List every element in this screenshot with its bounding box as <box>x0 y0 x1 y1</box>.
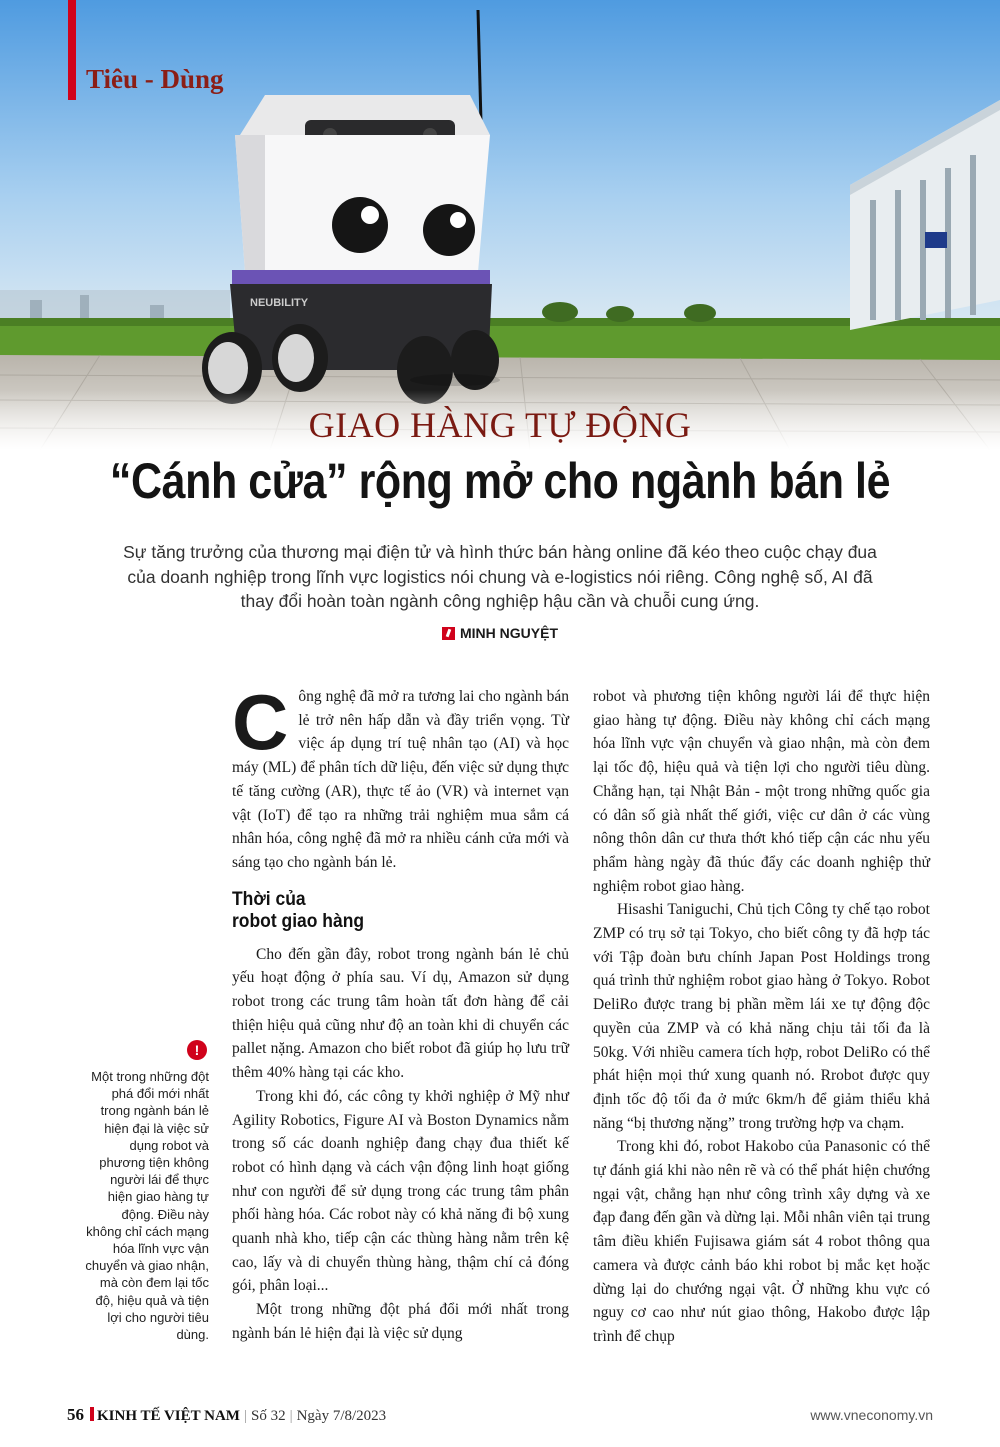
subheading-line-1: Thời của <box>232 888 306 910</box>
subheading <box>232 889 542 933</box>
paragraph: robot và phương tiện không người lái để thực hiện giao hàng tự động. Điều này không chỉ cách mạng hóa lĩnh vực vận chuyển và giao nhận, mà còn đem lại tốc độ, hiệu quả và tiện lợi cho người tiêu dùng. Chẳng hạn, tại Nhật Bản - một trong những quốc gia có dân số già nhất thế giới, việc cư dân ở các vùng nông thôn dân cư thưa thớt khó tiếp cận các nhu yếu phẩm hàng ngày đã thúc đẩy các doanh nghiệp thử nghiệm robot giao hàng. <box>593 688 930 895</box>
footer-accent-bar <box>90 1407 94 1421</box>
drop-cap: C <box>232 678 289 766</box>
article-headline: “Cánh cửa” rộng mở cho ngành bán lẻ <box>109 453 891 509</box>
section-accent-bar <box>68 0 76 100</box>
paragraph: Trong khi đó, robot Hakobo của Panasonic có thể tự đánh giá khi nào nên rẽ và có thể phát hiện chướng ngại vật, chẳng hạn như công trình xây dựng và xe đạp đang đến gần và dừng lại. Mỗi nhân viên tại trung tâm điều khiển Fujisawa giám sát 4 robot thông qua camera và được cảnh báo khi robot bị mắc kẹt hoặc dừng lại do chướng ngại vật. Ở những khu vực có nguy cơ cao như nút giao thông, Hakobo được lập trình để chụp <box>593 1138 930 1345</box>
paragraph: Hisashi Taniguchi, Chủ tịch Công ty chế tạo robot ZMP có trụ sở tại Tokyo, cho biết công ty đã hợp tác với Tập đoàn bưu chính Japan Post Holdings trong quá trình thử nghiệm robot giao hàng ở Tokyo. Robot DeliRo được trang bị phần mềm lái xe tự động độc quyền của ZMP và có khả năng chịu tải tối đa là 50kg. Với nhiều camera tích hợp, robot DeliRo có thể phát hiện mọi thứ xung quanh nó. Rrobot được quy định tốc độ tối đa ở mức 6km/h để giảm thiểu khả năng “bị thương nặng” trong trường hợp va chạm. <box>593 901 930 1132</box>
byline <box>0 625 1000 641</box>
page-footer <box>67 1405 933 1425</box>
website-link[interactable]: www.vneconomy.vn <box>810 1407 933 1423</box>
sidebar-quote <box>85 1038 209 1343</box>
paragraph: Trong khi đó, các công ty khởi nghiệp ở Mỹ như Agility Robotics, Figure AI và Boston Dynamics nằm trong số các doanh nghiệp đang chạy đua thiết kế robot có hình dạng và cách vận động linh hoạt giống như con người để sử dụng trong các trung tâm phân phối hàng hóa. Các robot này có khả năng đi bộ xung quanh nhà kho, tiếp cận các thùng hàng nằm trên kệ cao, lấy và di chuyển thùng hàng, thậm chí cả đóng gói, phân loại... <box>232 1087 569 1295</box>
sidebar-quote-text: Một trong những đột phá đổi mới nhất trong ngành bán lẻ hiện đại là việc sử dụng robot và phương tiện không người lái để thực hiện giao hàng tự động. Điều này không chỉ cách mạng hóa lĩnh vực vận chuyển và giao nhận, mà còn đem lại tốc độ, hiệu quả và tiện lợi cho người tiêu dùng. <box>85 1069 209 1343</box>
article-column-2 <box>593 685 930 1349</box>
paragraph-intro <box>232 678 569 875</box>
article-lead: Sự tăng trưởng của thương mại điện tử và hình thức bán hàng online đã kéo theo cuộc chạy đua của doanh nghiệp trong lĩnh vực logistics nói chung và e-logistics nói riêng. Công nghệ số, AI đã thay đổi hoàn toàn ngành công nghiệp hậu cần và chuỗi cung ứng. <box>123 542 877 611</box>
author-name: MINH NGUYỆT <box>460 625 558 641</box>
footer-divider: | <box>289 1408 293 1424</box>
subheading-line-2: robot giao hàng <box>232 910 365 932</box>
issue-date: Ngày 7/8/2023 <box>296 1408 387 1424</box>
robot-brand-label: NEUBILITY <box>250 297 309 309</box>
pen-icon <box>442 627 455 640</box>
issue-number: Số 32 <box>250 1408 286 1424</box>
alert-icon: ! <box>187 1040 207 1060</box>
article-column-1 <box>232 678 569 1346</box>
section-label: Tiêu - Dùng <box>86 64 224 94</box>
paragraph: Cho đến gần đây, robot trong ngành bán lẻ chủ yếu hoạt động ở phía sau. Ví dụ, Amazon sử dụng robot trong các trung tâm hoàn tất đơn hàng để cải thiện hiệu quả cũng như độ an toàn khi di chuyển các pallet nặng. Amazon cho biết robot đã giúp họ lưu trữ thêm 40% hàng tại các kho. <box>232 945 569 1082</box>
paragraph: Một trong những đột phá đổi mới nhất trong ngành bán lẻ hiện đại là việc sử dụng <box>232 1301 569 1342</box>
article-kicker: GIAO HÀNG TỰ ĐỘNG <box>308 405 692 445</box>
page-number: 56 <box>67 1405 84 1424</box>
footer-divider: | <box>243 1408 247 1424</box>
magazine-name: KINH TẾ VIỆT NAM <box>97 1408 240 1424</box>
paragraph-intro-text: ông nghệ đã mở ra tương lai cho ngành bán lẻ trở nên hấp dẫn và đầy triển vọng. Từ việc áp dụng trí tuệ nhân tạo (AI) và học máy (ML) để phân tích dữ liệu, đến việc sử dụng thực tế tăng cường (AR), thực tế ảo (VR) và internet vạn vật (IoT) để tạo ra những trải nghiệm mua sắm cá nhân hóa, công nghệ đã mở ra nhiều cánh cửa mới và sáng tạo cho ngành bán lẻ. <box>232 688 569 871</box>
